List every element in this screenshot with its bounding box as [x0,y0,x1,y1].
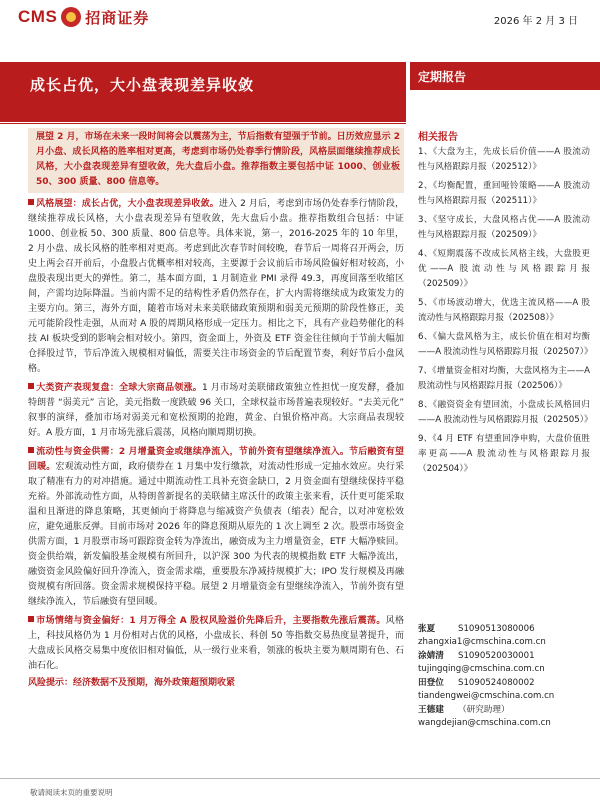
related-report-item[interactable] [418,247,590,292]
analyst-name: 田登位 [418,678,444,688]
report-text: 5、《市场波动增大，优选主流风格——A 股流动性与风格跟踪月报（202508）》 [418,298,590,323]
related-report-item[interactable] [418,145,590,175]
report-title: 成长占优，大小盘表现差异收敛 [30,76,255,94]
paragraph-text: 1 月市场对美联储政策独立性担忧一度发酵，叠加特朗普 “弱美元” 言论，美元指数一度跌破 96 关口，全球权益市场普遍表现较好。“去美元化” 叙事的演绎，叠加市场对弱美元和宽松预期的抢跑，黄金、白银价格冲高。大宗商品表现较好。A 股方面，1 月市场先涨后震荡，风格向顺周期切换。 [28,383,404,438]
analyst-entry [418,704,590,730]
paragraph-text: 宏观流动性方面，政府债券在 1 月集中发行缴款，对流动性形成一定抽水效应。央行采取了精准有力的对冲措施。通过中期流动性工具补充资金缺口，2 月资金面有望继续保持平稳充裕。外部流动性方面，从特朗普新提名的美联储主席沃什的政策主张来看，沃什更可能采取温和且渐进的降息策略，其更倾向于将降息与缩减资产负债表（缩表）配合，以对冲宽松效应，避免通胀反弹。目前市场对 2026 年的降息预期从原先的 1 次上调至 2 次。股票市场资金供需方面，1 月股票市场可跟踪资金转为净流出，融资成为主力增量资金，ETF 大幅净赎回。资金供给端，新发偏股基金规模有所回升，以沪深 300 为代表的规模指数 ETF 大幅净流出，融资资金风险偏好回升净流入，资金需求端，重要股东净减持规模扩大；IPO 发行规模及再融资规模有所回落。资金需求规模保持平稳。展望 2 月增量资金有望继续净流入，节前外资有望继续净流入，节后融资有望回暖。 [28,462,404,607]
report-text: 9、《4 月 ETF 有望重回净申购，大盘价值胜率更高——A 股流动性与风格跟踪月报（202504）》 [418,434,590,474]
paragraph-liquidity [28,445,404,610]
related-report-item[interactable] [418,398,593,428]
analyst-id: S1090513080006 [458,624,535,634]
related-report-item[interactable] [418,213,590,243]
paragraph-style-outlook [28,197,404,377]
logo-company-name: 招商证券 [85,8,150,27]
report-text: 1、《大盘为主，先成长后价值——A 股流动性与风格跟踪月报（202512）》 [418,147,590,172]
report-text: 2、《均衡配置，重回哑铃策略——A 股流动性与风格跟踪月报（202511）》 [418,181,590,206]
paragraph-text: 风格上，科技风格仍为 1 月份相对占优的风格，小盘成长、科创 50 等指数交易热度显著提升，而大盘成长风格交易集中度依旧相对偏低，从一级行业来看，领涨的板块主要为顺周期有色、石油石化。 [28,616,404,671]
paragraph-text: 进入 2 月后，考虑到市场仍处春季行情阶段，继续推荐成长风格，大小盘表现差异有望收敛，先大盘后小盘。推荐指数组合包括：中证 1000、创业板 50、300 质量、800 信息等。具体来说，第一，2016-2025 年的 10 年里，2 月小盘、成长风格的胜率相对更高。考虑到此次春节时间较晚，春节后一周将召开两会，历史上两会召开前后，小盘股占优概率相对较高，主要源于会议前后市场风险偏好相对较高，小盘股表现出更大的弹性。第二，基本面方面，1 月制造业 PMI 录得 49.3，再度回落至收缩区间，产需均边际降温。当前内需不足的结构性矛盾仍然存在，扩大内需将继续成为政策发力的主要方向。第三，海外方面，随着市场对未来美联储政策预期和弱美元预期的阶段性修正，美元可能阶段性走强，从而对 A 股的周期风格形成一定压力。相比之下，具有产业趋势催化的科技 AI 板块受到的影响会相对较小。第四，资金面上，外资及 ETF 资金往往倾向于节前大幅加仓择股过节，节后净流入规模相对偏低，需要关注市场资金的节后配置节奏，利好节后小盘风格。 [28,199,404,374]
report-text: 6、《偏大盘风格为主，成长价值在相对均衡——A 股流动性与风格跟踪月报（202507）》 [418,332,593,357]
paragraph-heading: 风格展望：成长占优，大小盘表现差异收敛。 [36,199,219,209]
report-type-label: 定期报告 [418,70,467,84]
paragraph-heading: 大类资产表现复盘：全球大宗商品领涨。 [36,383,202,393]
logo-mark-icon [61,7,81,27]
cms-logo [18,6,149,28]
related-report-item[interactable] [418,296,590,326]
analyst-list [418,623,590,731]
report-text: 8、《融资资金有望回流，小盘成长风格回归——A 股流动性与风格跟踪月报（202505）》 [418,400,593,425]
related-report-item[interactable] [418,364,590,394]
analyst-name: 王德建 [418,705,444,715]
paragraph-heading: 市场情绪与资金偏好：1 月万得全 A 股权风险溢价先降后升，主要指数先涨后震荡。 [36,616,386,626]
title-divider [0,123,406,124]
page-footer [0,778,600,800]
bullet-square-icon [28,199,34,205]
related-reports [418,128,593,481]
bullet-square-icon [28,616,34,622]
related-report-item[interactable] [418,179,590,209]
analyst-email[interactable]: wangdejian@cmschina.com.cn [418,718,551,728]
related-report-item[interactable] [418,432,590,477]
logo-cms-text: CMS [18,7,58,26]
paragraph-heading: 流动性与资金供需：2 月增量资金或继续净流入，节前外资有望继续净流入。节后融资有望回暖。 [28,447,404,472]
analyst-email[interactable]: tujingqing@cmschina.com.cn [418,664,545,674]
bullet-square-icon [28,447,34,453]
analyst-entry [418,677,590,703]
main-content [28,128,404,691]
analyst-email[interactable]: tiandengwei@cmschina.com.cn [418,691,555,701]
report-text: 3、《坚守成长，大盘风格占优——A 股流动性与风格跟踪月报（202509）》 [418,215,590,240]
related-reports-title: 相关报告 [418,132,458,143]
lead-summary: 展望 2 月，市场在未来一段时间将会以震荡为主，节后指数有望强于节前。日历效应显示 2 月小盘、成长风格的胜率相对更高，考虑到市场仍处春季行情阶段，风格层面继续推荐成长风格，大小盘表现差异有望收敛，先大盘后小盘。推荐指数主要包括中证 1000、创业板 50、300 质量、800 信息等。 [28,128,404,193]
paragraph-asset-review [28,381,404,441]
analyst-id: （研究助理） [458,705,510,715]
report-text: 4、《短期震荡不改成长风格主线，大盘股更优——A 股流动性与风格跟踪月报（202509）》 [418,249,590,289]
paragraph-sentiment [28,614,404,674]
analyst-email[interactable]: zhangxia1@cmschina.com.cn [418,637,546,647]
analyst-entry [418,623,590,649]
analyst-name: 涂婧清 [418,651,444,661]
footer-disclaimer: 敬请阅读末页的重要说明 [30,788,113,797]
bullet-square-icon [28,383,34,389]
report-text: 7、《增量资金相对均衡，大盘风格为主——A 股流动性与风格跟踪月报（202506）》 [418,366,590,391]
risk-warning: 风险提示：经济数据不及预期，海外政策超预期收紧 [28,678,236,688]
related-report-item[interactable] [418,330,593,360]
report-date: 2026 年 2 月 3 日 [493,16,578,27]
report-subtitle: ——A 股流动性与风格跟踪月报（202602） [119,107,395,122]
analyst-name: 张夏 [418,624,436,634]
analyst-id: S1090524080002 [458,678,535,688]
analyst-id: S1090520030001 [458,651,535,661]
analyst-entry [418,650,590,676]
report-header [0,0,600,34]
